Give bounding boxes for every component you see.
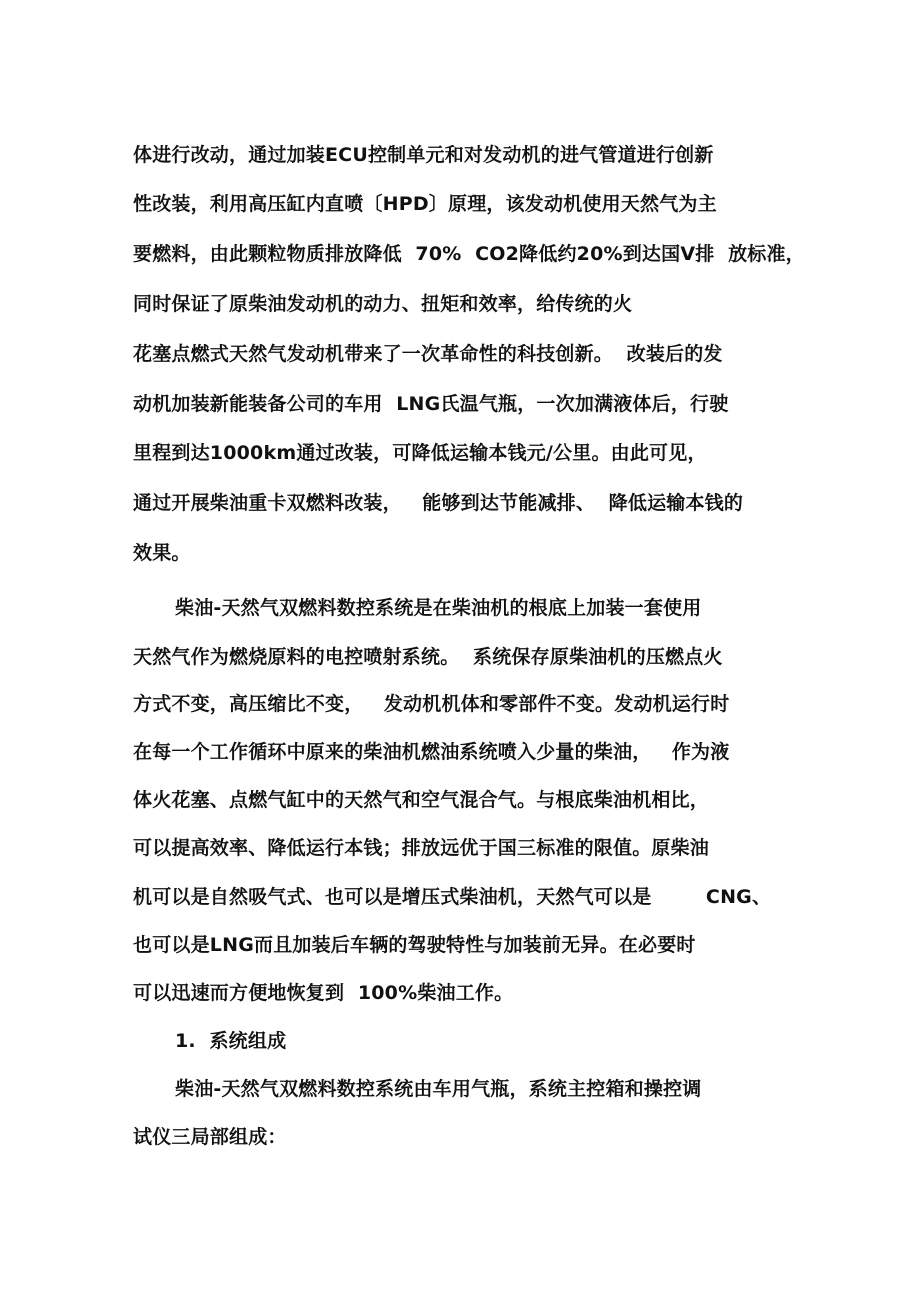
text-line-20: 试仪三局部组成：: [133, 1126, 287, 1148]
text-line-7: 里程到达1000km通过改装，可降低运输本钱元/公里。由此可见，: [133, 442, 707, 464]
text-line-3: 要燃料，由此颗粒物质排放降低 70% CO2降低约20%到达国Ⅴ排 放标准，: [133, 243, 805, 265]
text-line-12: 方式不变，高压缩比不变， 发动机机体和零部件不变。发动机运行时: [133, 693, 730, 715]
text-line-5: 花塞点燃式天然气发动机带来了一次革命性的科技创新。 改装后的发: [133, 343, 723, 365]
text-line-18: 可以迅速而方便地恢复到 100%柴油工作。: [133, 982, 514, 1004]
text-line-14: 体火花塞、点燃气缸中的天然气和空气混合气。与根底柴油机相比，: [133, 789, 710, 811]
text-line-2: 性改装，利用高压缸内直喷〔HPD〕原理，该发动机使用天然气为主: [133, 193, 717, 215]
text-line-15: 可以提高效率、降低运行本钱；排放远优于国三标准的限值。原柴油: [133, 837, 710, 859]
text-line-11: 天然气作为燃烧原料的电控喷射系统。 系统保存原柴油机的压燃点火: [133, 646, 723, 668]
text-line-17: 也可以是LNG而且加装后车辆的驾驶特性与加装前无异。在必要时: [133, 934, 696, 956]
text-line-9: 效果。: [133, 542, 191, 564]
text-line-8: 通过开展柴油重卡双燃料改装， 能够到达节能减排、 降低运输本钱的: [133, 492, 744, 514]
text-line-4: 同时保证了原柴油发动机的动力、扭矩和效率，给传统的火: [133, 293, 633, 315]
text-line-16: 机可以是自然吸气式、也可以是增压式柴油机，天然气可以是 CNG、: [133, 886, 772, 908]
section-heading: 1. 系统组成: [175, 1030, 287, 1052]
text-line-13: 在每一个工作循环中原来的柴油机燃油系统喷入少量的柴油， 作为液: [133, 741, 730, 763]
text-line-1: 体进行改动，通过加装ECU控制单元和对发动机的进气管道进行创新: [133, 144, 714, 166]
text-line-10: 柴油-天然气双燃料数控系统是在柴油机的根底上加装一套使用: [175, 597, 702, 619]
text-line-19: 柴油-天然气双燃料数控系统由车用气瓶，系统主控箱和操控调: [175, 1078, 702, 1100]
text-line-6: 动机加装新能装备公司的车用 LNG氏温气瓶，一次加满液体后，行驶: [133, 393, 729, 415]
